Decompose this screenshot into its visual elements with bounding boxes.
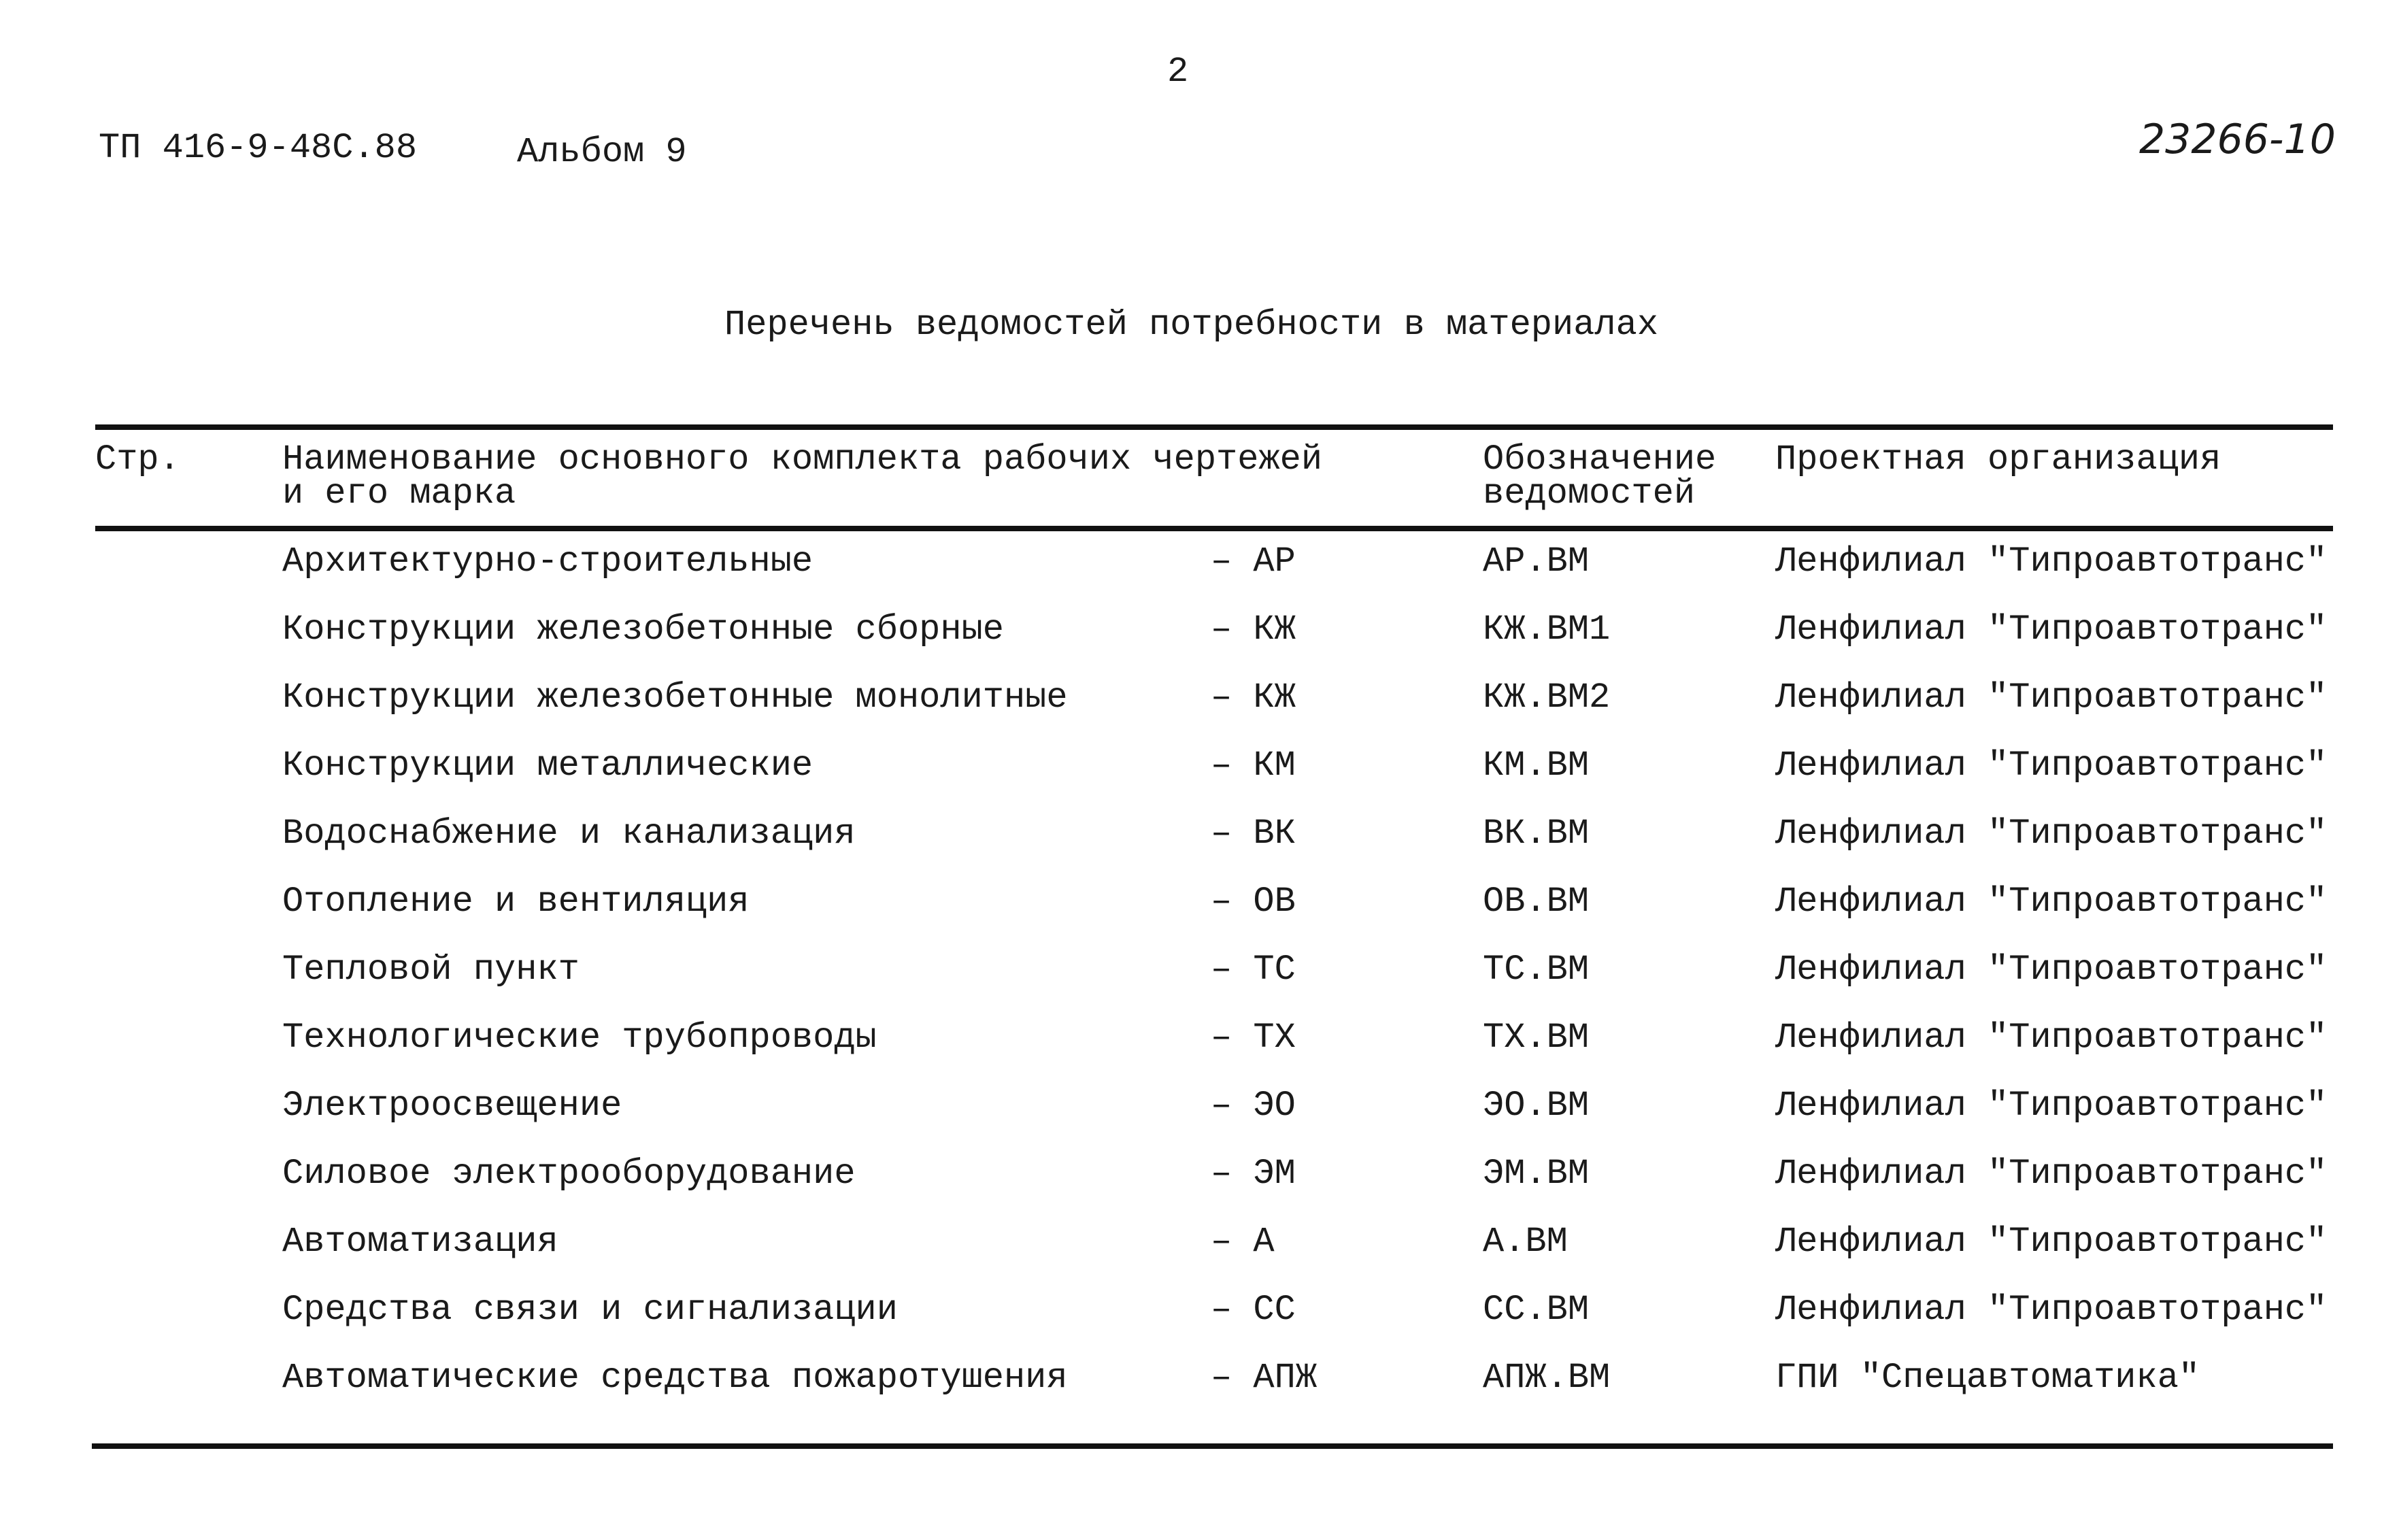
row-name: Средства связи и сигнализации	[282, 1290, 898, 1330]
row-organization: Ленфилиал "Типроавтотранс"	[1775, 814, 2328, 854]
table-row	[0, 884, 2399, 952]
column-header-designation-line2: ведомостей	[1483, 473, 1696, 514]
row-mark: – КМ	[1211, 746, 1296, 786]
row-organization: Ленфилиал "Типроавтотранс"	[1775, 882, 2328, 922]
column-header-name: Наименование основного комплекта рабочих чертежей	[282, 439, 1323, 480]
document-title: Перечень ведомостей потребности в материалах	[724, 305, 1659, 345]
row-name: Архитектурно-строительные	[282, 541, 813, 582]
table-row	[0, 1224, 2399, 1292]
column-header-organization: Проектная организация	[1775, 439, 2221, 480]
row-organization: Ленфилиал "Типроавтотранс"	[1775, 950, 2328, 990]
table-row	[0, 816, 2399, 884]
inventory-number: 23266-10	[2139, 116, 2336, 163]
row-name: Автоматические средства пожаротушения	[282, 1358, 1068, 1398]
table-row	[0, 609, 2399, 680]
row-name: Силовое электрооборудование	[282, 1154, 856, 1194]
row-mark: – СС	[1211, 1290, 1296, 1330]
row-designation: АР.ВМ	[1483, 541, 1590, 582]
table-bottom-rule	[92, 1443, 2333, 1449]
row-name: Конструкции металлические	[282, 746, 813, 786]
row-designation: АПЖ.ВМ	[1483, 1358, 1611, 1398]
row-organization: Ленфилиал "Типроавтотранс"	[1775, 609, 2328, 650]
table-row	[0, 1292, 2399, 1360]
column-header-designation: Обозначение	[1483, 439, 1717, 480]
table-header-rule	[95, 526, 2333, 531]
row-name: Конструкции железобетонные монолитные	[282, 677, 1068, 718]
page-number: 2	[1167, 52, 1189, 92]
row-name: Водоснабжение и канализация	[282, 814, 856, 854]
row-mark: – КЖ	[1211, 677, 1296, 718]
row-organization: Ленфилиал "Типроавтотранс"	[1775, 1290, 2328, 1330]
row-designation: КМ.ВМ	[1483, 746, 1590, 786]
row-name: Автоматизация	[282, 1222, 558, 1262]
table-row	[0, 1020, 2399, 1088]
table-row	[0, 1156, 2399, 1224]
row-mark: – АР	[1211, 541, 1296, 582]
row-organization: Ленфилиал "Типроавтотранс"	[1775, 1222, 2328, 1262]
row-mark: – ОВ	[1211, 882, 1296, 922]
row-designation: А.ВМ	[1483, 1222, 1568, 1262]
row-organization: Ленфилиал "Типроавтотранс"	[1775, 1154, 2328, 1194]
table-row	[0, 1360, 2399, 1428]
row-organization: ГПИ "Спецавтоматика"	[1775, 1358, 2200, 1398]
row-designation: КЖ.ВМ2	[1483, 677, 1611, 718]
row-mark: – ТХ	[1211, 1018, 1296, 1058]
table-top-rule	[95, 424, 2333, 430]
column-header-page: Стр.	[95, 439, 180, 480]
row-name: Отопление и вентиляция	[282, 882, 750, 922]
table-row	[0, 1088, 2399, 1156]
table-row	[0, 541, 2399, 612]
row-organization: Ленфилиал "Типроавтотранс"	[1775, 746, 2328, 786]
table-row	[0, 677, 2399, 748]
row-designation: ТХ.ВМ	[1483, 1018, 1590, 1058]
table-row	[0, 952, 2399, 1020]
row-designation: ТС.ВМ	[1483, 950, 1590, 990]
row-mark: – АПЖ	[1211, 1358, 1318, 1398]
row-mark: – ВК	[1211, 814, 1296, 854]
row-mark: – ТС	[1211, 950, 1296, 990]
row-designation: ОВ.ВМ	[1483, 882, 1590, 922]
table-row	[0, 748, 2399, 816]
column-header-name-line2: и его марка	[282, 473, 516, 514]
row-mark: – ЭО	[1211, 1086, 1296, 1126]
row-organization: Ленфилиал "Типроавтотранс"	[1775, 677, 2328, 718]
row-name: Тепловой пункт	[282, 950, 580, 990]
row-mark: – ЭМ	[1211, 1154, 1296, 1194]
row-designation: КЖ.ВМ1	[1483, 609, 1611, 650]
row-organization: Ленфилиал "Типроавтотранс"	[1775, 541, 2328, 582]
row-name: Электроосвещение	[282, 1086, 622, 1126]
row-designation: СС.ВМ	[1483, 1290, 1590, 1330]
row-organization: Ленфилиал "Типроавтотранс"	[1775, 1086, 2328, 1126]
row-organization: Ленфилиал "Типроавтотранс"	[1775, 1018, 2328, 1058]
album-label: Альбом 9	[517, 132, 687, 172]
row-name: Конструкции железобетонные сборные	[282, 609, 1004, 650]
row-name: Технологические трубопроводы	[282, 1018, 877, 1058]
row-mark: – А	[1211, 1222, 1275, 1262]
row-designation: ВК.ВМ	[1483, 814, 1590, 854]
row-mark: – КЖ	[1211, 609, 1296, 650]
row-designation: ЭМ.ВМ	[1483, 1154, 1590, 1194]
document-code: ТП 416-9-48С.88	[99, 128, 418, 168]
row-designation: ЭО.ВМ	[1483, 1086, 1590, 1126]
